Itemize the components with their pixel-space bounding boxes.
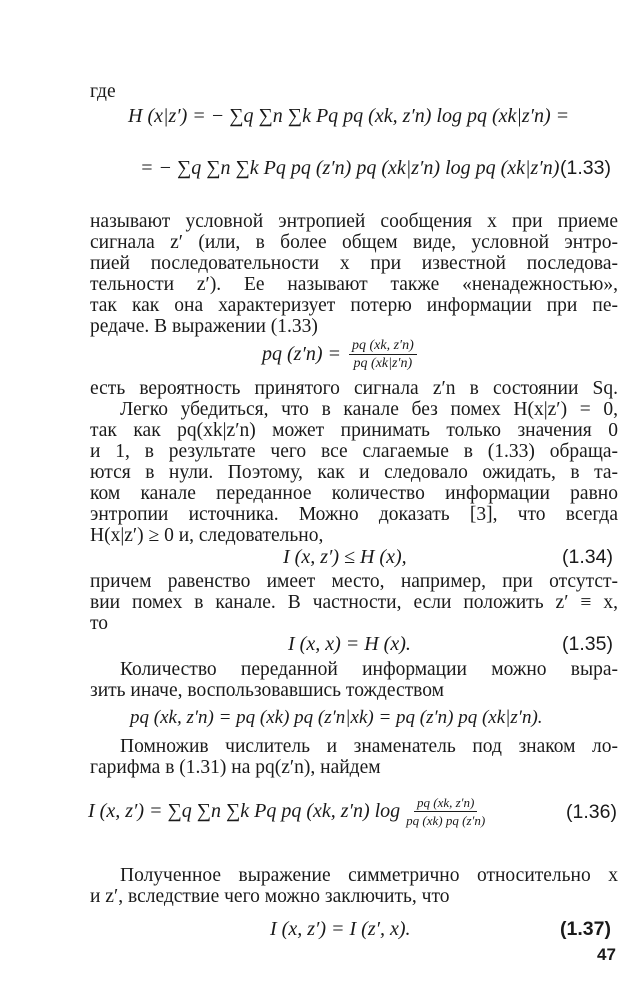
para1-line-5: так как она характеризует потерю информации при пе- bbox=[90, 295, 618, 316]
equation-1-37: I (x, z′) = I (z′, x). bbox=[270, 918, 411, 940]
equation-1-36 bbox=[88, 786, 485, 836]
equation-1-33-line-2: = − ∑q ∑n ∑k Pq pq (z′n) pq (xk|z′n) log pq (xk|z′n) bbox=[140, 157, 560, 179]
para5-line-1: Помножив числитель и знаменатель под знаком ло- bbox=[120, 736, 618, 757]
para1-line-6: редаче. В выражении (1.33) bbox=[90, 316, 318, 337]
para3-line-2: вии помех в канале. В частности, если положить z′ ≡ x, bbox=[90, 592, 618, 613]
equation-pq-z-numerator: pq (xk, z′n) bbox=[349, 337, 417, 355]
equation-pq-z-denominator: pq (xk|z′n) bbox=[353, 355, 413, 371]
equation-1-35: I (x, x) = H (x). bbox=[288, 633, 411, 655]
para5-line-2: гарифма в (1.31) на pq(z′n), найдем bbox=[90, 757, 381, 778]
equation-1-36-denominator: pq (xk) pq (z′n) bbox=[406, 812, 486, 828]
para2-line-6: энтропии источника. Можно доказать [3], что всегда bbox=[90, 504, 618, 525]
equation-number-1-36: (1.36) bbox=[566, 801, 617, 823]
para2-line-3: и 1, в результате чего все слагаемые в (1.33) обраща- bbox=[90, 441, 618, 462]
para1-line-1: называют условной энтропией сообщения x при приеме bbox=[90, 211, 618, 232]
line-probability: есть вероятность принятого сигнала z′n в состоянии Sq. bbox=[90, 378, 618, 399]
para4-line-1: Количество переданной информации можно выра- bbox=[120, 659, 618, 680]
para2-line-5: ком канале переданное количество информации равно bbox=[90, 483, 618, 504]
equation-pq-z bbox=[262, 332, 417, 376]
equation-1-36-fraction bbox=[406, 794, 485, 829]
para2-line-7: H(x|z′) ≥ 0 и, следовательно, bbox=[90, 525, 324, 546]
para6-line-1: Полученное выражение симметрично относительно x bbox=[120, 865, 618, 886]
equation-1-33-line-1: H (x|z′) = − ∑q ∑n ∑k Pq pq (xk, z′n) log pq (xk|z′n) = bbox=[128, 105, 570, 127]
equation-identity: pq (xk, z′n) = pq (xk) pq (z′n|xk) = pq (z′n) pq (xk|z′n). bbox=[130, 707, 543, 728]
para3-line-1: причем равенство имеет место, например, при отсутст- bbox=[90, 571, 618, 592]
para3-line-3: то bbox=[90, 613, 109, 634]
para2-line-4: ются в нули. Поэтому, как и следовало ожидать, в та- bbox=[90, 462, 618, 483]
para2-line-2: так как pq(xk|z′n) может принимать только значения 0 bbox=[90, 420, 618, 441]
equation-1-36-lhs: I (x, z′) = ∑q ∑n ∑k Pq pq (xk, z′n) log bbox=[88, 799, 401, 822]
word-where: где bbox=[90, 81, 116, 102]
equation-1-36-numerator: pq (xk, z′n) bbox=[414, 794, 477, 812]
page-number: 47 bbox=[597, 945, 616, 964]
equation-number-1-35: (1.35) bbox=[562, 633, 613, 655]
para2-line-1: Легко убедиться, что в канале без помех H(x|z′) = 0, bbox=[120, 399, 618, 420]
equation-1-34: I (x, z′) ≤ H (x), bbox=[283, 546, 407, 568]
para1-line-3: пией последовательности x при известной последова- bbox=[90, 253, 618, 274]
equation-number-1-37: (1.37) bbox=[560, 918, 611, 940]
para1-line-2: сигнала z′ (или, в более общем виде, условной энтро- bbox=[90, 232, 618, 253]
para4-line-2: зить иначе, воспользовавшись тождеством bbox=[90, 680, 444, 701]
equation-pq-z-fraction bbox=[349, 337, 417, 372]
equation-number-1-33: (1.33) bbox=[560, 157, 611, 179]
equation-pq-z-lhs: pq (z′n) = bbox=[262, 342, 341, 365]
para6-line-2: и z′, вследствие чего можно заключить, что bbox=[90, 886, 450, 907]
para1-line-4: тельности z′). Ее называют также «ненадежностью», bbox=[90, 274, 618, 295]
equation-number-1-34: (1.34) bbox=[562, 546, 613, 568]
